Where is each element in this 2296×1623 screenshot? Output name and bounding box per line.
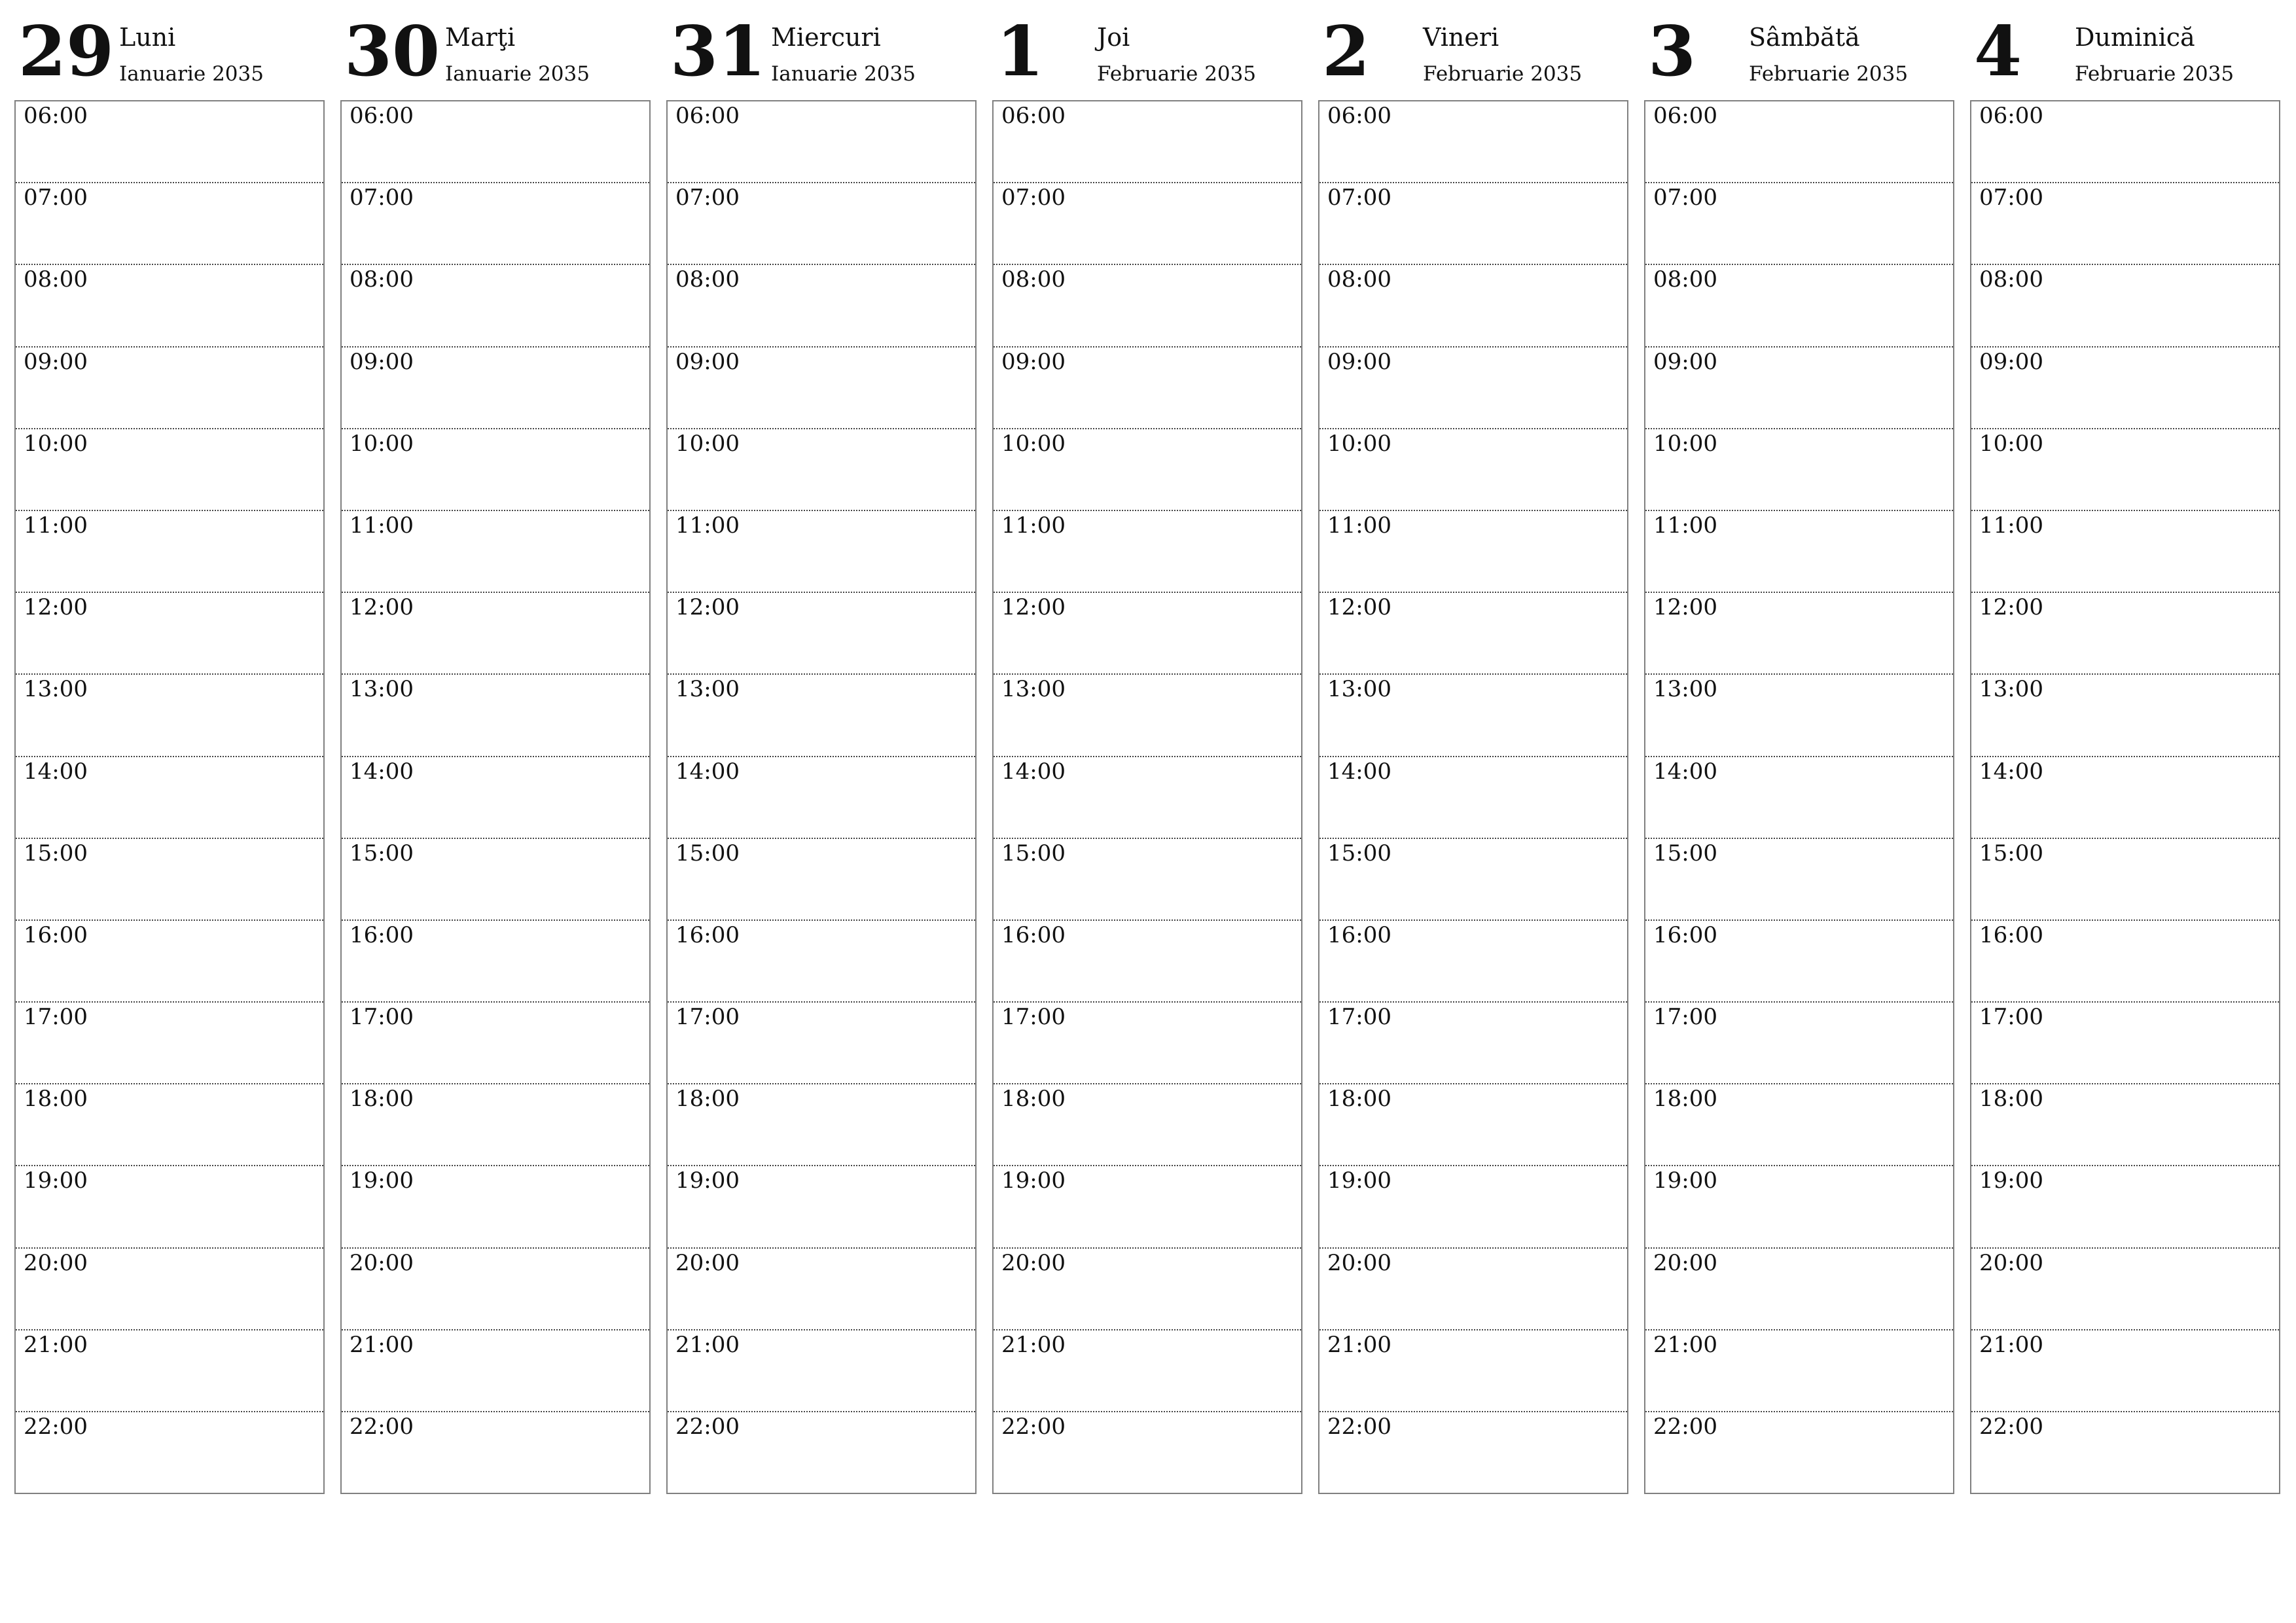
time-slot-label: 10:00 (24, 430, 88, 457)
time-slot-label: 14:00 (1653, 758, 1717, 785)
time-slot[interactable] (1319, 1003, 1627, 1084)
time-slot-label: 09:00 (24, 348, 88, 375)
time-slot[interactable] (1971, 1412, 2279, 1494)
day-number: 1 (996, 10, 1045, 92)
month-year: Ianuarie 2035 (771, 62, 916, 86)
time-slot-label: 15:00 (675, 840, 740, 866)
time-slot[interactable] (994, 921, 1301, 1003)
time-slot[interactable] (16, 839, 323, 921)
time-slot-label: 13:00 (675, 676, 740, 703)
time-slot[interactable] (342, 1166, 649, 1248)
weekday-name: Luni (119, 23, 176, 52)
time-slot[interactable] (1971, 265, 2279, 347)
time-slot[interactable] (668, 348, 975, 429)
time-slot[interactable] (1645, 183, 1953, 265)
time-slot-label: 06:00 (1327, 103, 1391, 129)
time-slot-label: 22:00 (1327, 1414, 1391, 1440)
month-year: Ianuarie 2035 (119, 62, 264, 86)
time-slot[interactable] (668, 101, 975, 183)
time-slot[interactable] (668, 1412, 975, 1494)
time-slot-label: 12:00 (675, 594, 740, 621)
time-slot[interactable] (1319, 511, 1627, 593)
time-slot-label: 16:00 (1001, 921, 1066, 948)
time-slot[interactable] (994, 348, 1301, 429)
time-slot[interactable] (1319, 757, 1627, 839)
time-slot-label: 17:00 (1327, 1004, 1391, 1031)
time-slot[interactable] (342, 429, 649, 511)
time-slot[interactable] (668, 429, 975, 511)
time-slot-label: 20:00 (675, 1249, 740, 1276)
time-slot-label: 20:00 (350, 1249, 414, 1276)
time-slot[interactable] (994, 1330, 1301, 1412)
time-slot[interactable] (342, 1330, 649, 1412)
time-slot[interactable] (1645, 101, 1953, 183)
time-slot[interactable] (1645, 1412, 1953, 1494)
time-slot-label: 14:00 (675, 758, 740, 785)
time-slot[interactable] (994, 1249, 1301, 1330)
time-slot-label: 15:00 (1979, 840, 2043, 866)
time-slot-label: 10:00 (675, 430, 740, 457)
time-slot-label: 19:00 (1653, 1168, 1717, 1194)
time-slot-label: 16:00 (1653, 921, 1717, 948)
time-slot[interactable] (1645, 1003, 1953, 1084)
time-slot-label: 21:00 (1653, 1331, 1717, 1358)
time-slot[interactable] (1319, 1330, 1627, 1412)
time-slot[interactable] (16, 1084, 323, 1166)
day-schedule-box (1644, 100, 1954, 1494)
time-slot-label: 08:00 (1327, 266, 1391, 293)
time-slot-label: 07:00 (1001, 185, 1066, 211)
time-slot-label: 18:00 (1001, 1086, 1066, 1113)
time-slot-label: 20:00 (24, 1249, 88, 1276)
weekday-name: Joi (1097, 23, 1130, 52)
time-slot[interactable] (342, 921, 649, 1003)
time-slot[interactable] (1645, 757, 1953, 839)
time-slot[interactable] (1971, 511, 2279, 593)
time-slot-label: 21:00 (24, 1331, 88, 1358)
time-slot-label: 22:00 (24, 1414, 88, 1440)
time-slot[interactable] (342, 839, 649, 921)
time-slot[interactable] (668, 675, 975, 757)
time-slot-label: 08:00 (350, 266, 414, 293)
time-slot-label: 20:00 (1653, 1249, 1717, 1276)
time-slot[interactable] (1319, 839, 1627, 921)
time-slot-label: 19:00 (24, 1168, 88, 1194)
time-slot[interactable] (1645, 921, 1953, 1003)
time-slot[interactable] (994, 839, 1301, 921)
time-slot[interactable] (1645, 511, 1953, 593)
time-slot[interactable] (1645, 265, 1953, 347)
weekday-name: Sâmbătă (1749, 23, 1860, 52)
day-header (666, 0, 979, 99)
time-slot[interactable] (342, 511, 649, 593)
time-slot[interactable] (342, 101, 649, 183)
day-header (1970, 0, 2283, 99)
time-slot-label: 10:00 (1001, 430, 1066, 457)
time-slot-label: 17:00 (1653, 1004, 1717, 1031)
time-slot-label: 19:00 (675, 1168, 740, 1194)
day-column (1644, 0, 1957, 1440)
time-slot-label: 10:00 (1653, 430, 1717, 457)
time-slot[interactable] (1645, 1330, 1953, 1412)
time-slot[interactable] (1319, 429, 1627, 511)
time-slot-label: 14:00 (350, 758, 414, 785)
time-slot-label: 14:00 (24, 758, 88, 785)
day-number: 29 (18, 10, 115, 92)
time-slot-label: 09:00 (675, 348, 740, 375)
time-slot[interactable] (16, 511, 323, 593)
time-slot-label: 22:00 (350, 1414, 414, 1440)
time-slot[interactable] (1971, 348, 2279, 429)
time-slot[interactable] (1971, 757, 2279, 839)
time-slot-label: 15:00 (1327, 840, 1391, 866)
time-slot-label: 15:00 (1001, 840, 1066, 866)
time-slot-label: 19:00 (1327, 1168, 1391, 1194)
time-slot-label: 16:00 (675, 921, 740, 948)
time-slot[interactable] (994, 429, 1301, 511)
time-slot[interactable] (16, 593, 323, 675)
day-schedule-box (1970, 100, 2280, 1494)
time-slot-label: 16:00 (1327, 921, 1391, 948)
time-slot-label: 20:00 (1001, 1249, 1066, 1276)
time-slot[interactable] (1971, 101, 2279, 183)
time-slot-label: 07:00 (1327, 185, 1391, 211)
time-slot[interactable] (1971, 183, 2279, 265)
time-slot-label: 22:00 (675, 1414, 740, 1440)
time-slot-label: 21:00 (1979, 1331, 2043, 1358)
time-slot-label: 18:00 (1327, 1086, 1391, 1113)
month-year: Ianuarie 2035 (445, 62, 590, 86)
time-slot-label: 13:00 (1327, 676, 1391, 703)
day-schedule-box (666, 100, 977, 1494)
time-slot-label: 13:00 (1653, 676, 1717, 703)
time-slot[interactable] (1971, 1166, 2279, 1248)
time-slot[interactable] (342, 183, 649, 265)
time-slot-label: 12:00 (350, 594, 414, 621)
time-slot-label: 19:00 (1979, 1168, 2043, 1194)
time-slot[interactable] (668, 921, 975, 1003)
time-slot-label: 11:00 (1327, 512, 1391, 539)
time-slot[interactable] (1645, 1084, 1953, 1166)
time-slot[interactable] (994, 183, 1301, 265)
month-year: Februarie 2035 (1749, 62, 1909, 86)
day-number: 2 (1322, 10, 1371, 92)
day-column (14, 0, 327, 1440)
time-slot-label: 22:00 (1653, 1414, 1717, 1440)
weekday-name: Vineri (1423, 23, 1499, 52)
time-slot-label: 18:00 (1653, 1086, 1717, 1113)
time-slot[interactable] (1645, 593, 1953, 675)
time-slot[interactable] (1319, 593, 1627, 675)
time-slot[interactable] (342, 593, 649, 675)
time-slot-label: 20:00 (1327, 1249, 1391, 1276)
time-slot-label: 16:00 (1979, 921, 2043, 948)
time-slot-label: 10:00 (1979, 430, 2043, 457)
time-slot-label: 09:00 (1327, 348, 1391, 375)
time-slot[interactable] (1971, 1084, 2279, 1166)
time-slot[interactable] (668, 839, 975, 921)
time-slot-label: 09:00 (1653, 348, 1717, 375)
time-slot-label: 07:00 (675, 185, 740, 211)
time-slot-label: 21:00 (350, 1331, 414, 1358)
time-slot[interactable] (668, 1166, 975, 1248)
time-slot-label: 06:00 (1653, 103, 1717, 129)
time-slot[interactable] (1971, 675, 2279, 757)
time-slot[interactable] (994, 1412, 1301, 1494)
time-slot[interactable] (1319, 1166, 1627, 1248)
time-slot[interactable] (16, 183, 323, 265)
day-header (1318, 0, 1631, 99)
time-slot-label: 18:00 (1979, 1086, 2043, 1113)
time-slot-label: 18:00 (350, 1086, 414, 1113)
day-column (1970, 0, 2283, 1440)
time-slot-label: 06:00 (350, 103, 414, 129)
time-slot-label: 07:00 (1653, 185, 1717, 211)
time-slot[interactable] (16, 348, 323, 429)
time-slot[interactable] (16, 429, 323, 511)
time-slot[interactable] (16, 265, 323, 347)
time-slot-label: 08:00 (675, 266, 740, 293)
time-slot-label: 16:00 (24, 921, 88, 948)
time-slot[interactable] (16, 1412, 323, 1494)
time-slot-label: 07:00 (1979, 185, 2043, 211)
time-slot-label: 13:00 (1979, 676, 2043, 703)
time-slot-label: 15:00 (24, 840, 88, 866)
time-slot[interactable] (994, 101, 1301, 183)
time-slot-label: 20:00 (1979, 1249, 2043, 1276)
time-slot[interactable] (668, 1249, 975, 1330)
day-number: 4 (1974, 10, 2022, 92)
time-slot-label: 06:00 (24, 103, 88, 129)
time-slot-label: 13:00 (1001, 676, 1066, 703)
time-slot[interactable] (16, 921, 323, 1003)
time-slot[interactable] (16, 675, 323, 757)
month-year: Februarie 2035 (1097, 62, 1257, 86)
day-schedule-box (340, 100, 651, 1494)
time-slot[interactable] (994, 1084, 1301, 1166)
time-slot[interactable] (342, 1412, 649, 1494)
time-slot-label: 12:00 (1979, 594, 2043, 621)
time-slot-label: 11:00 (1653, 512, 1717, 539)
time-slot-label: 17:00 (675, 1004, 740, 1031)
day-number: 30 (344, 10, 440, 92)
time-slot-label: 16:00 (350, 921, 414, 948)
day-number: 31 (670, 10, 766, 92)
time-slot-label: 14:00 (1327, 758, 1391, 785)
time-slot-label: 08:00 (24, 266, 88, 293)
time-slot-label: 10:00 (1327, 430, 1391, 457)
time-slot[interactable] (994, 675, 1301, 757)
time-slot-label: 09:00 (350, 348, 414, 375)
day-column (666, 0, 979, 1440)
time-slot[interactable] (668, 593, 975, 675)
time-slot-label: 13:00 (24, 676, 88, 703)
time-slot-label: 12:00 (1327, 594, 1391, 621)
time-slot[interactable] (994, 1003, 1301, 1084)
time-slot-label: 21:00 (675, 1331, 740, 1358)
day-schedule-box (14, 100, 325, 1494)
time-slot-label: 09:00 (1001, 348, 1066, 375)
time-slot-label: 19:00 (1001, 1168, 1066, 1194)
day-header (992, 0, 1305, 99)
time-slot[interactable] (994, 265, 1301, 347)
time-slot[interactable] (994, 511, 1301, 593)
day-header (340, 0, 653, 99)
time-slot-label: 18:00 (24, 1086, 88, 1113)
time-slot-label: 11:00 (1979, 512, 2043, 539)
time-slot[interactable] (668, 1003, 975, 1084)
time-slot[interactable] (1645, 348, 1953, 429)
time-slot-label: 22:00 (1001, 1414, 1066, 1440)
day-schedule-box (1318, 100, 1628, 1494)
time-slot[interactable] (1319, 1249, 1627, 1330)
time-slot[interactable] (1645, 839, 1953, 921)
time-slot-label: 17:00 (24, 1004, 88, 1031)
time-slot[interactable] (342, 757, 649, 839)
time-slot[interactable] (342, 1084, 649, 1166)
time-slot-label: 17:00 (1001, 1004, 1066, 1031)
time-slot-label: 12:00 (1653, 594, 1717, 621)
day-column (1318, 0, 1631, 1440)
time-slot[interactable] (342, 348, 649, 429)
time-slot-label: 08:00 (1979, 266, 2043, 293)
time-slot[interactable] (16, 1249, 323, 1330)
time-slot[interactable] (1319, 1084, 1627, 1166)
time-slot-label: 17:00 (1979, 1004, 2043, 1031)
time-slot[interactable] (668, 511, 975, 593)
time-slot[interactable] (1319, 183, 1627, 265)
time-slot[interactable] (1971, 429, 2279, 511)
time-slot[interactable] (1971, 1330, 2279, 1412)
time-slot[interactable] (668, 183, 975, 265)
time-slot-label: 11:00 (350, 512, 414, 539)
time-slot[interactable] (1319, 265, 1627, 347)
time-slot-label: 21:00 (1001, 1331, 1066, 1358)
time-slot[interactable] (342, 1249, 649, 1330)
time-slot-label: 07:00 (350, 185, 414, 211)
time-slot-label: 06:00 (1979, 103, 2043, 129)
weekday-name: Marţi (445, 23, 516, 52)
time-slot[interactable] (1319, 921, 1627, 1003)
time-slot[interactable] (1971, 593, 2279, 675)
time-slot[interactable] (668, 265, 975, 347)
time-slot[interactable] (1971, 839, 2279, 921)
time-slot[interactable] (1645, 675, 1953, 757)
time-slot-label: 21:00 (1327, 1331, 1391, 1358)
time-slot-label: 08:00 (1653, 266, 1717, 293)
time-slot[interactable] (1645, 1249, 1953, 1330)
time-slot[interactable] (16, 1003, 323, 1084)
time-slot-label: 08:00 (1001, 266, 1066, 293)
time-slot[interactable] (1319, 1412, 1627, 1494)
time-slot[interactable] (994, 593, 1301, 675)
time-slot-label: 12:00 (1001, 594, 1066, 621)
time-slot-label: 11:00 (24, 512, 88, 539)
time-slot-label: 10:00 (350, 430, 414, 457)
day-schedule-box (992, 100, 1302, 1494)
time-slot[interactable] (994, 757, 1301, 839)
time-slot-label: 11:00 (1001, 512, 1066, 539)
time-slot[interactable] (1971, 1003, 2279, 1084)
time-slot[interactable] (16, 101, 323, 183)
time-slot[interactable] (342, 265, 649, 347)
time-slot-label: 12:00 (24, 594, 88, 621)
time-slot-label: 14:00 (1001, 758, 1066, 785)
time-slot-label: 06:00 (1001, 103, 1066, 129)
day-header (14, 0, 327, 99)
month-year: Februarie 2035 (1423, 62, 1583, 86)
time-slot[interactable] (668, 757, 975, 839)
day-header (1644, 0, 1957, 99)
weekday-name: Miercuri (771, 23, 881, 52)
time-slot[interactable] (1645, 1166, 1953, 1248)
day-column (992, 0, 1305, 1440)
time-slot[interactable] (994, 1166, 1301, 1248)
time-slot-label: 18:00 (675, 1086, 740, 1113)
time-slot[interactable] (342, 1003, 649, 1084)
time-slot[interactable] (1971, 1249, 2279, 1330)
time-slot[interactable] (16, 1166, 323, 1248)
time-slot[interactable] (342, 675, 649, 757)
day-number: 3 (1648, 10, 1696, 92)
time-slot-label: 06:00 (675, 103, 740, 129)
time-slot-label: 15:00 (1653, 840, 1717, 866)
time-slot-label: 17:00 (350, 1004, 414, 1031)
time-slot[interactable] (1319, 101, 1627, 183)
time-slot-label: 09:00 (1979, 348, 2043, 375)
time-slot[interactable] (1971, 921, 2279, 1003)
time-slot[interactable] (16, 1330, 323, 1412)
weekday-name: Duminică (2075, 23, 2195, 52)
time-slot[interactable] (1319, 675, 1627, 757)
time-slot-label: 11:00 (675, 512, 740, 539)
time-slot[interactable] (1645, 429, 1953, 511)
month-year: Februarie 2035 (2075, 62, 2234, 86)
time-slot-label: 22:00 (1979, 1414, 2043, 1440)
time-slot-label: 19:00 (350, 1168, 414, 1194)
time-slot[interactable] (668, 1084, 975, 1166)
time-slot-label: 14:00 (1979, 758, 2043, 785)
time-slot[interactable] (16, 757, 323, 839)
time-slot-label: 07:00 (24, 185, 88, 211)
time-slot-label: 15:00 (350, 840, 414, 866)
day-column (340, 0, 653, 1440)
time-slot[interactable] (1319, 348, 1627, 429)
time-slot[interactable] (668, 1330, 975, 1412)
time-slot-label: 13:00 (350, 676, 414, 703)
